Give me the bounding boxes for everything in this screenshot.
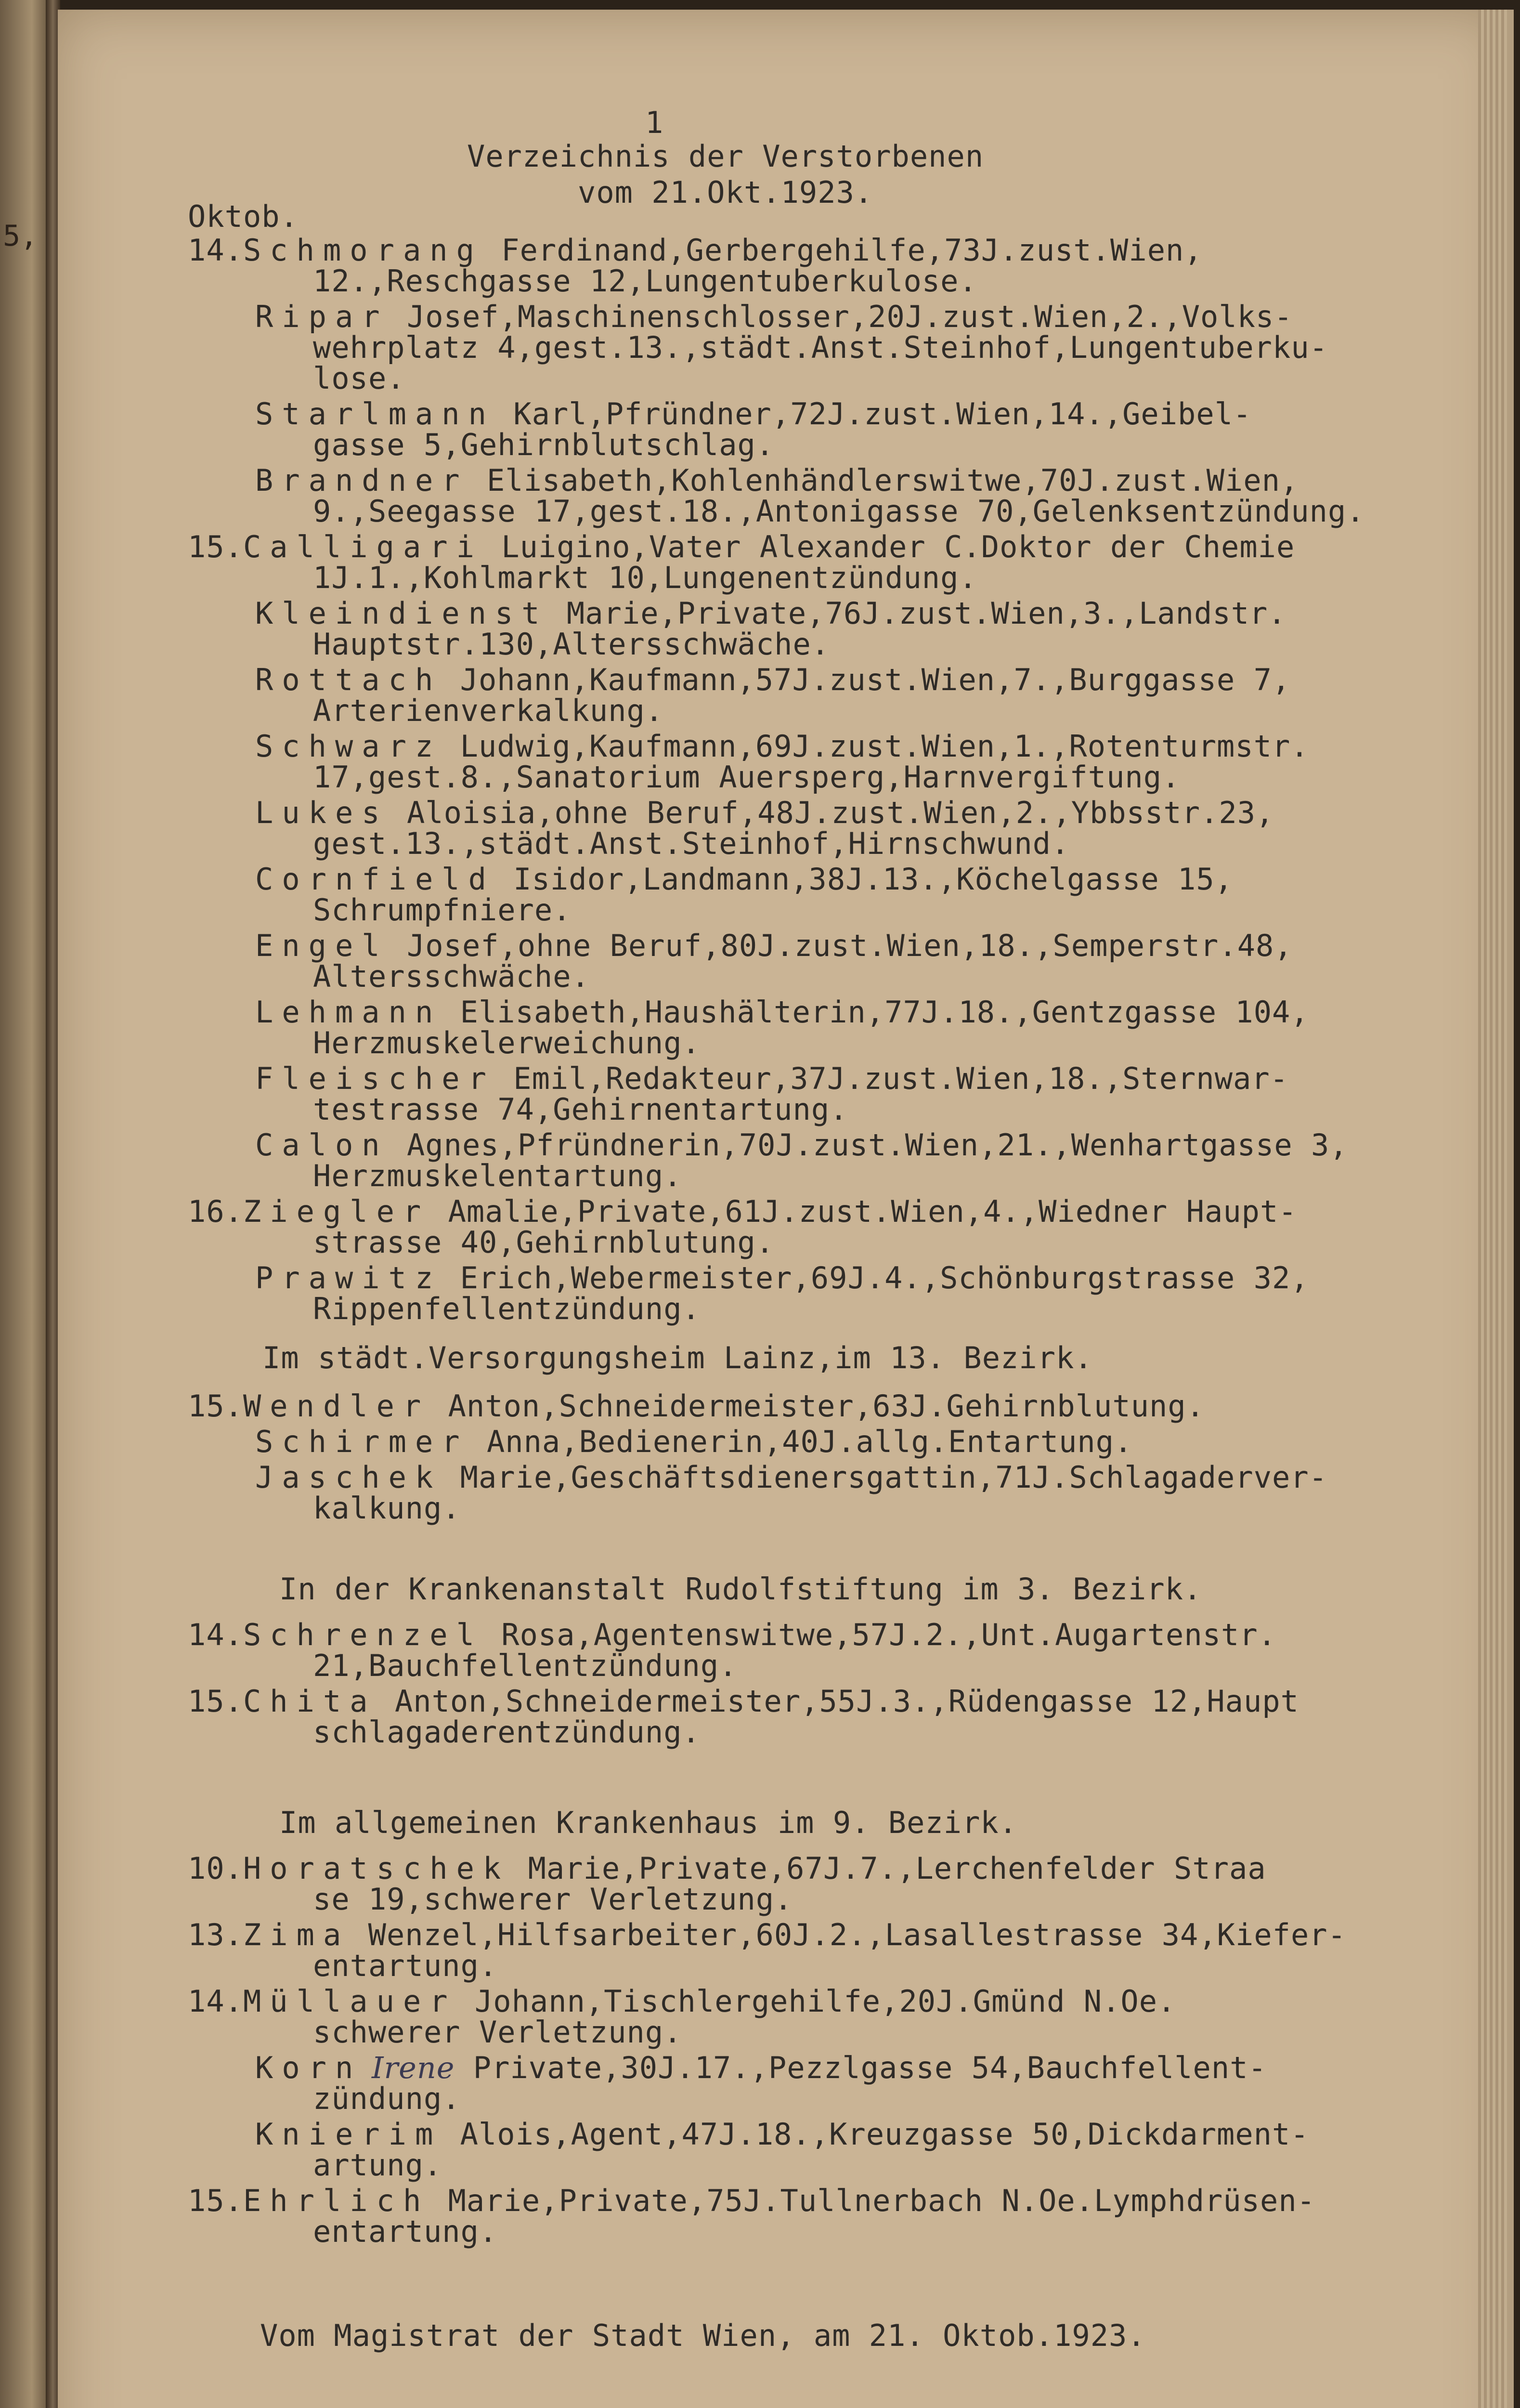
entry-continuation: strasse 40,Gehirnblutung. xyxy=(313,1225,775,1260)
entry-details: Anton,Schneidermeister,55J.3.,Rüdengasse 12,Haupt xyxy=(376,1684,1299,1719)
document-title: Verzeichnis der Verstorbenen xyxy=(467,139,984,174)
entry-first-line xyxy=(188,530,1295,564)
entry-first-line xyxy=(255,2118,1309,2151)
entry-first-line xyxy=(188,1985,1176,2018)
surname: Horatschek xyxy=(243,1851,510,1886)
entry-first-line xyxy=(188,1852,1266,1885)
entry-day: 15. xyxy=(188,529,243,564)
entry-continuation: Hauptstr.130,Altersschwäche. xyxy=(313,627,830,662)
surname: Schwarz xyxy=(255,729,442,764)
entry-continuation: Altersschwäche. xyxy=(313,959,590,994)
surname: Korn xyxy=(255,2050,362,2085)
entry-continuation: 12.,Reschgasse 12,Lungentuberkulose. xyxy=(313,263,977,299)
entry-continuation: schwerer Verletzung. xyxy=(313,2015,682,2050)
surname: Knierim xyxy=(255,2117,442,2152)
surname: Brandner xyxy=(255,463,468,498)
entry-first-line xyxy=(255,397,1251,431)
entry-details: Marie,Private,75J.Tullnerbach N.Oe.Lymphdrüsen- xyxy=(429,2183,1315,2218)
entry-day: 15. xyxy=(188,2183,243,2218)
entry-first-line xyxy=(188,1618,1276,1652)
entry-first-line xyxy=(255,597,1286,630)
entry-continuation: Schrumpfniere. xyxy=(313,892,572,928)
surname: Lukes xyxy=(255,795,389,830)
entry-first-line xyxy=(255,1425,1132,1459)
entry-continuation: artung. xyxy=(313,2147,442,2183)
entry-continuation: lose. xyxy=(313,361,405,396)
entry-day: 14. xyxy=(188,1984,243,2019)
entry-details: Aloisia,ohne Beruf,48J.zust.Wien,2.,Ybbsstr.23, xyxy=(388,795,1274,830)
surname: Calligari xyxy=(243,529,483,564)
entry-details: Elisabeth,Kohlenhändlerswitwe,70J.zust.Wien, xyxy=(468,463,1299,498)
entry-details: Emil,Redakteur,37J.zust.Wien,18.,Sternwar- xyxy=(494,1061,1289,1096)
entry-continuation: Herzmuskelentartung. xyxy=(313,1158,682,1193)
entry-first-line xyxy=(255,1062,1288,1096)
left-page-edge xyxy=(0,0,53,2408)
surname: Zima xyxy=(243,1917,350,1952)
entry-details: Marie,Private,76J.zust.Wien,3.,Landstr. xyxy=(548,596,1286,631)
entry-details: Alois,Agent,47J.18.,Kreuzgasse 50,Dickdarment- xyxy=(442,2117,1309,2152)
entry-first-line xyxy=(255,929,1293,963)
surname: Starlmann xyxy=(255,396,495,432)
entry-continuation: se 19,schwerer Verletzung. xyxy=(313,1882,793,1917)
surname: Schmorang xyxy=(243,233,483,268)
surname: Engel xyxy=(255,928,389,963)
entry-first-line xyxy=(188,1918,1346,1952)
surname: Prawitz xyxy=(255,1260,442,1296)
section-heading-akh: Im allgemeinen Krankenhaus im 9. Bezirk. xyxy=(279,1805,1018,1840)
entry-details: Anna,Bedienerin,40J.allg.Entartung. xyxy=(468,1424,1133,1459)
entry-continuation: 17,gest.8.,Sanatorium Auersperg,Harnvergiftung. xyxy=(313,759,1181,795)
document-sheet xyxy=(58,10,1514,2408)
document-body xyxy=(188,106,1488,2369)
surname: Lehmann xyxy=(255,995,442,1030)
entry-details: Elisabeth,Haushälterin,77J.18.,Gentzgasse 104, xyxy=(442,995,1309,1030)
surname: Fleischer xyxy=(255,1061,495,1096)
page-number: 1 xyxy=(645,105,664,140)
entry-first-line xyxy=(188,234,1203,267)
surname: Schirmer xyxy=(255,1424,468,1459)
surname: Rottach xyxy=(255,662,442,697)
entry-details: Johann,Tischlergehilfe,20J.Gmünd N.Oe. xyxy=(456,1984,1176,2019)
surname: Calon xyxy=(255,1127,389,1163)
entry-continuation: entartung. xyxy=(313,2214,498,2249)
surname: Ehrlich xyxy=(243,2183,430,2218)
entry-details: Wenzel,Hilfsarbeiter,60J.2.,Lasallestrasse 34,Kiefer- xyxy=(350,1917,1346,1952)
entry-details: Ferdinand,Gerbergehilfe,73J.zust.Wien, xyxy=(482,233,1203,268)
surname: Jaschek xyxy=(255,1460,442,1495)
entry-day: 14. xyxy=(188,233,243,268)
surname: Cornfield xyxy=(255,862,495,897)
entry-details: Marie,Geschäftsdienersgattin,71J.Schlagaderver- xyxy=(442,1460,1327,1495)
entry-details: Isidor,Landmann,38J.13.,Köchelgasse 15, xyxy=(494,862,1234,897)
entry-continuation: wehrplatz 4,gest.13.,städt.Anst.Steinhof,Lungentuberku- xyxy=(313,330,1328,365)
handwritten-given-name: Irene xyxy=(362,2050,455,2085)
entry-first-line xyxy=(255,300,1293,334)
surname: Schrenzel xyxy=(243,1617,483,1652)
entry-details: Johann,Kaufmann,57J.zust.Wien,7.,Burggasse 7, xyxy=(442,662,1291,697)
entry-continuation: testrasse 74,Gehirnentartung. xyxy=(313,1092,848,1127)
entry-first-line xyxy=(188,1685,1299,1718)
entry-day: 10. xyxy=(188,1851,243,1886)
entry-continuation: gest.13.,städt.Anst.Steinhof,Hirnschwund. xyxy=(313,826,1070,861)
entry-continuation: Arterienverkalkung. xyxy=(313,693,664,728)
surname: Wendler xyxy=(243,1388,430,1424)
entry-continuation: schlagaderentzündung. xyxy=(313,1714,701,1750)
entry-details: Agnes,Pfründnerin,70J.zust.Wien,21.,Wenhartgasse 3, xyxy=(388,1127,1348,1163)
entry-day: 15. xyxy=(188,1684,243,1719)
entry-details: Josef,Maschinenschlosser,20J.zust.Wien,2.,Volks- xyxy=(388,299,1293,334)
entry-details: Rosa,Agentenswitwe,57J.2.,Unt.Augartenstr. xyxy=(482,1617,1277,1652)
entry-details: Luigino,Vater Alexander C.Doktor der Chemie xyxy=(482,529,1295,564)
document-date: vom 21.Okt.1923. xyxy=(578,175,873,210)
entry-details: Karl,Pfründner,72J.zust.Wien,14.,Geibel- xyxy=(494,396,1252,432)
entry-first-line xyxy=(255,995,1309,1029)
entry-first-line xyxy=(188,1389,1205,1423)
entry-details: Josef,ohne Beruf,80J.zust.Wien,18.,Semperstr.48, xyxy=(388,928,1293,963)
entry-continuation: 21,Bauchfellentzündung. xyxy=(313,1648,738,1683)
entry-continuation: kalkung. xyxy=(313,1491,461,1526)
surname: Chita xyxy=(243,1684,377,1719)
entry-continuation: 1J.1.,Kohlmarkt 10,Lungenentzündung. xyxy=(313,560,977,595)
entry-first-line xyxy=(255,1461,1327,1494)
entry-day: 14. xyxy=(188,1617,243,1652)
entry-first-line xyxy=(255,796,1274,830)
surname: Ripar xyxy=(255,299,389,334)
entry-day: 15. xyxy=(188,1388,243,1424)
entry-day: 13. xyxy=(188,1917,243,1952)
entry-first-line xyxy=(255,464,1299,497)
entry-first-line xyxy=(255,2051,1267,2085)
surname: Müllauer xyxy=(243,1984,456,2019)
entry-details: Amalie,Private,61J.zust.Wien,4.,Wiedner Haupt- xyxy=(429,1194,1297,1229)
entry-continuation: entartung. xyxy=(313,1948,498,1983)
entry-continuation: Rippenfellentzündung. xyxy=(313,1291,701,1326)
entry-first-line xyxy=(188,1195,1297,1229)
left-page-mark: 5, xyxy=(3,219,38,253)
month-label: Oktob. xyxy=(188,199,299,234)
entry-continuation: Herzmuskelerweichung. xyxy=(313,1025,701,1060)
entry-first-line xyxy=(255,1261,1309,1295)
entry-details: Anton,Schneidermeister,63J.Gehirnblutung. xyxy=(429,1388,1205,1424)
entry-first-line xyxy=(188,2184,1315,2218)
entry-details: Private,30J.17.,Pezzlgasse 54,Bauchfellent- xyxy=(455,2050,1267,2085)
entry-continuation: 9.,Seegasse 17,gest.18.,Antonigasse 70,Gelenksentzündung. xyxy=(313,494,1365,529)
entry-continuation: zündung. xyxy=(313,2081,461,2116)
section-heading-lainz: Im städt.Versorgungsheim Lainz,im 13. Bezirk. xyxy=(262,1340,1093,1375)
entry-first-line xyxy=(255,730,1309,763)
entry-details: Ludwig,Kaufmann,69J.zust.Wien,1.,Rotenturmstr. xyxy=(442,729,1309,764)
entry-first-line xyxy=(255,863,1233,896)
entry-continuation: gasse 5,Gehirnblutschlag. xyxy=(313,427,775,462)
surname: Ziegler xyxy=(243,1194,430,1229)
surname: Kleindienst xyxy=(255,596,548,631)
entry-first-line xyxy=(255,663,1290,697)
entry-first-line xyxy=(255,1128,1348,1162)
entry-day: 16. xyxy=(188,1194,243,1229)
entry-details: Marie,Private,67J.7.,Lerchenfelder Straa xyxy=(509,1851,1266,1886)
section-heading-rudolfstiftung: In der Krankenanstalt Rudolfstiftung im 3. Bezirk. xyxy=(279,1571,1202,1607)
entry-details: Erich,Webermeister,69J.4.,Schönburgstrasse 32, xyxy=(442,1260,1309,1296)
footer-signature: Vom Magistrat der Stadt Wien, am 21. Oktob.1923. xyxy=(260,2318,1146,2353)
